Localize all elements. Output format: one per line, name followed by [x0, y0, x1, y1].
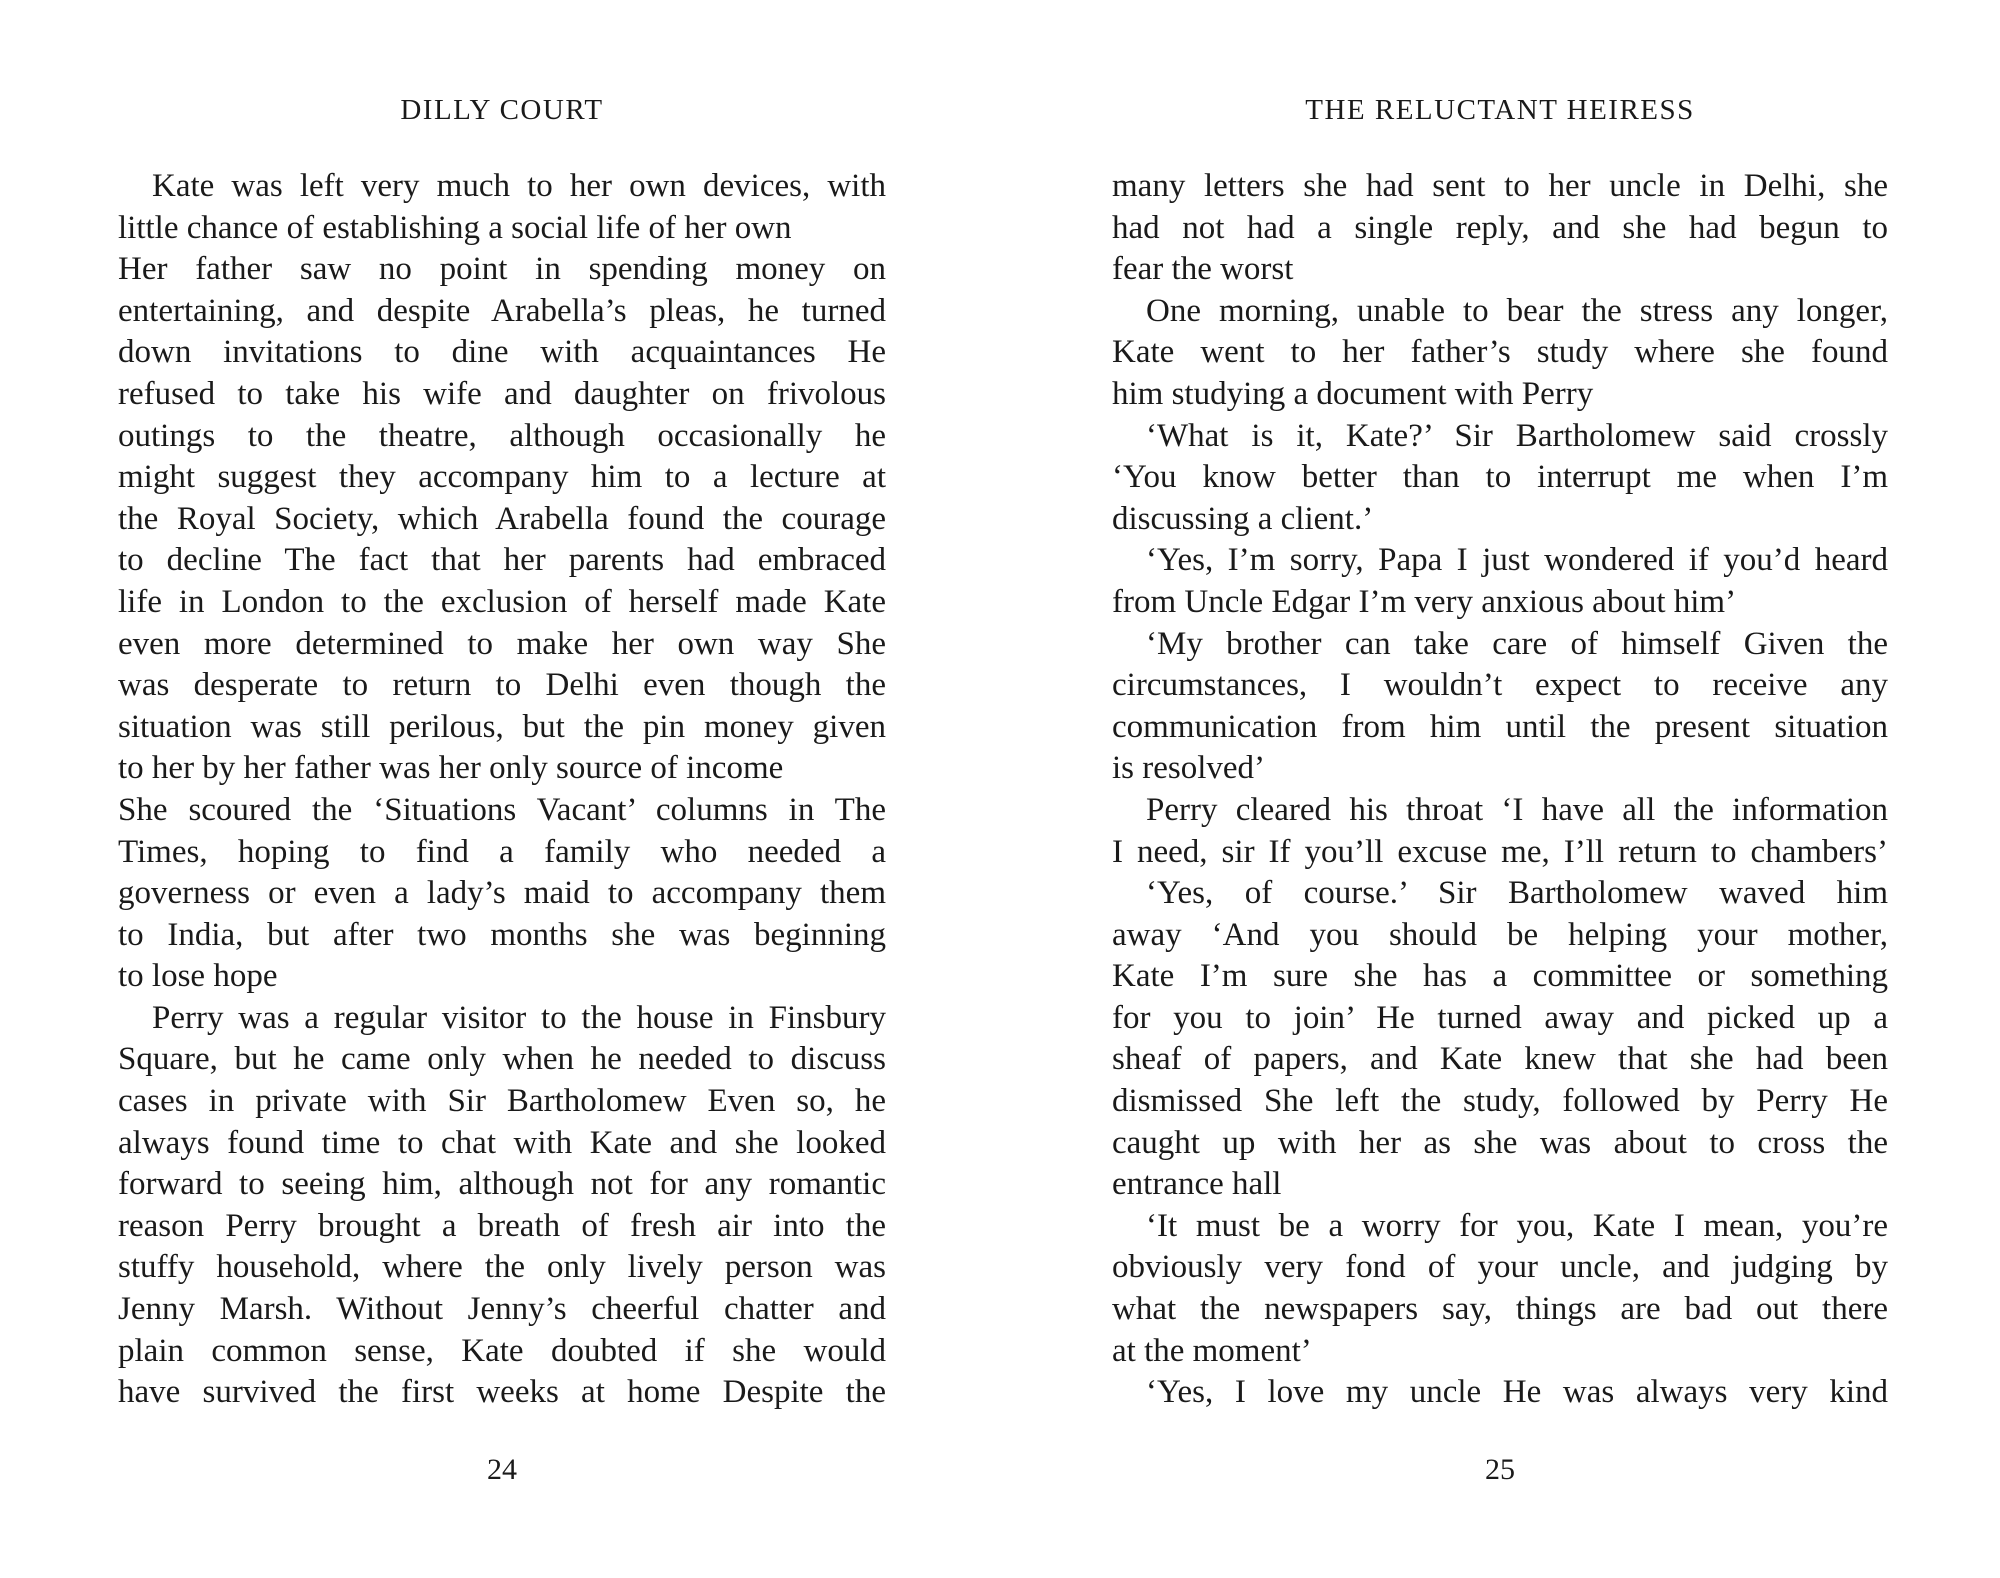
text-line: ‘It must be a worry for you, Kate I mean, you’re: [1146, 1207, 1888, 1244]
text-line: Kate I’m sure she has a committee or something: [1112, 958, 1888, 995]
page-number: 24: [487, 1453, 517, 1486]
text-line: many letters she had sent to her uncle in Delhi, she: [1112, 168, 1888, 204]
text-line: little chance of establishing a social life of her own: [118, 209, 792, 246]
text-line: obviously very fond of your uncle, and judging by: [1112, 1249, 1888, 1286]
right-page: [1112, 0, 1888, 1578]
text-line: even more determined to make her own way She: [118, 625, 886, 662]
text-line: to India, but after two months she was beginning: [118, 916, 886, 953]
text-line: Perry was a regular visitor to the house in Finsbury: [152, 999, 886, 1036]
text-line: discussing a client.’: [1112, 500, 1374, 537]
text-line: down invitations to dine with acquaintances He: [118, 334, 886, 371]
text-line: Jenny Marsh. Without Jenny’s cheerful chatter and: [118, 1291, 886, 1328]
text-line: Perry cleared his throat ‘I have all the information: [1146, 791, 1888, 828]
text-line: had not had a single reply, and she had begun to: [1112, 209, 1888, 246]
text-line: ‘Yes, I’m sorry, Papa I just wondered if you’d heard: [1146, 542, 1888, 579]
text-line: governess or even a lady’s maid to accompany them: [118, 875, 886, 912]
text-line: have survived the first weeks at home Despite the: [118, 1374, 886, 1411]
text-line: forward to seeing him, although not for any romantic: [118, 1166, 886, 1203]
text-line: Kate went to her father’s study where she found: [1112, 334, 1888, 371]
text-line: stuffy household, where the only lively person was: [118, 1249, 886, 1286]
text-line: caught up with her as she was about to cross the: [1112, 1124, 1888, 1161]
text-line: the Royal Society, which Arabella found the courage: [118, 500, 886, 537]
text-line: dismissed She left the study, followed by Perry He: [1112, 1083, 1888, 1120]
text-line: entertaining, and despite Arabella’s pleas, he turned: [118, 292, 886, 329]
text-line: to lose hope: [118, 958, 278, 995]
text-line: plain common sense, Kate doubted if she would: [118, 1332, 886, 1369]
text-line: situation was still perilous, but the pin money given: [118, 708, 886, 745]
page-number: 25: [1485, 1453, 1515, 1486]
left-page: [118, 0, 886, 1578]
text-line: ‘Yes, I love my uncle He was always very kind: [1146, 1374, 1888, 1411]
right-page-text: [1112, 166, 1888, 1414]
text-line: ‘Yes, of course.’ Sir Bartholomew waved him: [1146, 875, 1888, 912]
text-line: always found time to chat with Kate and she looked: [118, 1124, 886, 1161]
text-line: might suggest they accompany him to a lecture at: [118, 459, 886, 496]
text-line: away ‘And you should be helping your mother,: [1112, 916, 1888, 953]
text-line: Times, hoping to find a family who needed a: [118, 833, 886, 870]
text-line: from Uncle Edgar I’m very anxious about him’: [1112, 583, 1737, 620]
text-line: ‘You know better than to interrupt me when I’m: [1112, 459, 1888, 496]
left-page-text: [118, 166, 886, 1414]
text-line: I need, sir If you’ll excuse me, I’ll return to chambers’: [1112, 833, 1888, 870]
running-head-author: DILLY COURT: [400, 94, 604, 126]
text-line: entrance hall: [1112, 1166, 1282, 1203]
text-line: life in London to the exclusion of herself made Kate: [118, 583, 886, 620]
text-line: ‘What is it, Kate?’ Sir Bartholomew said crossly: [1146, 417, 1888, 454]
text-line: cases in private with Sir Bartholomew Even so, he: [118, 1083, 886, 1120]
text-line: circumstances, I wouldn’t expect to receive any: [1112, 667, 1888, 704]
text-line: Her father saw no point in spending money on: [118, 251, 886, 288]
text-line: One morning, unable to bear the stress any longer,: [1146, 292, 1888, 329]
text-line: at the moment’: [1112, 1332, 1312, 1369]
text-line: what the newspapers say, things are bad out there: [1112, 1291, 1888, 1328]
text-line: She scoured the ‘Situations Vacant’ columns in The: [118, 791, 886, 828]
text-line: ‘My brother can take care of himself Given the: [1146, 625, 1888, 662]
text-line: communication from him until the present situation: [1112, 708, 1888, 745]
text-line: Kate was left very much to her own devices, with: [152, 168, 886, 204]
running-head-title: THE RELUCTANT HEIRESS: [1305, 94, 1695, 126]
text-line: sheaf of papers, and Kate knew that she had been: [1112, 1041, 1888, 1078]
text-line: fear the worst: [1112, 251, 1294, 288]
text-line: is resolved’: [1112, 750, 1266, 787]
text-line: to decline The fact that her parents had embraced: [118, 542, 886, 579]
text-line: Square, but he came only when he needed to discuss: [118, 1041, 886, 1078]
text-line: for you to join’ He turned away and picked up a: [1112, 999, 1888, 1036]
text-line: was desperate to return to Delhi even though the: [118, 667, 886, 704]
text-line: him studying a document with Perry: [1112, 375, 1594, 412]
text-line: refused to take his wife and daughter on frivolous: [118, 375, 886, 412]
text-line: reason Perry brought a breath of fresh air into the: [118, 1207, 886, 1244]
text-line: outings to the theatre, although occasionally he: [118, 417, 886, 454]
text-line: to her by her father was her only source of income: [118, 750, 784, 787]
